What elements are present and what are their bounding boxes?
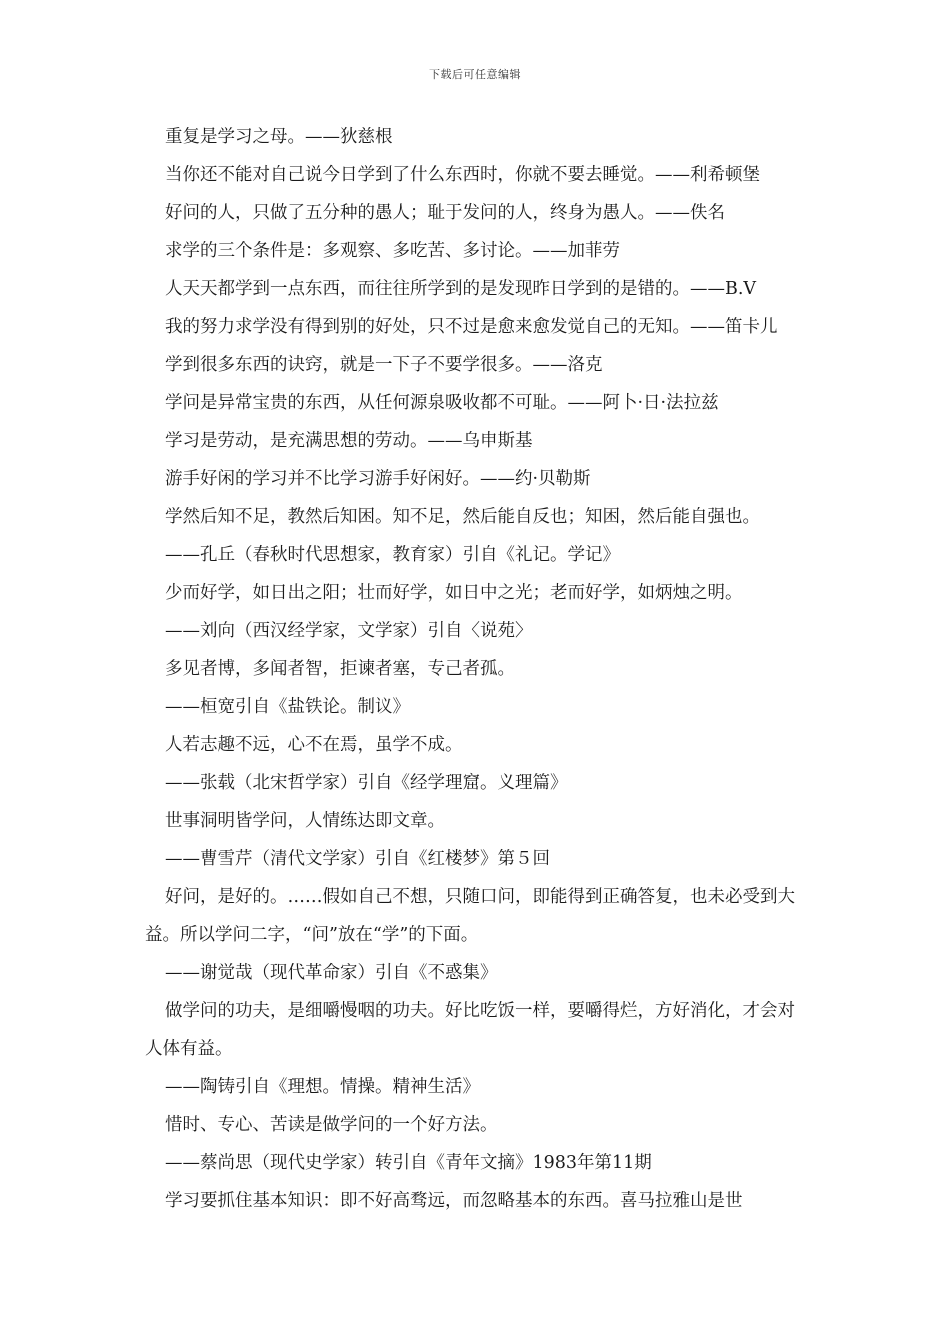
quote-paragraph: 世事洞明皆学问，人情练达即文章。 (165, 811, 445, 831)
quote-paragraph: 学到很多东西的诀窍，就是一下子不要学很多。——洛克 (165, 355, 603, 375)
quote-attribution: ——刘向（西汉经学家，文学家）引自〈说苑〉 (165, 621, 533, 641)
quote-paragraph: 多见者博，多闻者智，拒谏者塞，专己者孤。 (165, 659, 515, 679)
quote-paragraph: 学习要抓住基本知识：即不好高骛远，而忽略基本的东西。喜马拉雅山是世 (165, 1191, 743, 1211)
quote-paragraph: 学习是劳动，是充满思想的劳动。——乌申斯基 (165, 431, 533, 451)
quote-attribution: ——曹雪芹（清代文学家）引自《红楼梦》第５回 (165, 849, 550, 869)
quote-paragraph: 好问的人，只做了五分种的愚人；耻于发问的人，终身为愚人。——佚名 (165, 203, 725, 223)
quote-paragraph: 人天天都学到一点东西，而往往所学到的是发现昨日学到的是错的。——B.V (165, 279, 757, 299)
quote-paragraph: 好问，是好的。……假如自己不想，只随口问，即能得到正确答复，也未必受到大益。所以学问二字，“问”放在“学”的下面。 (145, 887, 795, 945)
page-header: 下载后可任意编辑 (429, 68, 521, 81)
quote-attribution: ——桓宽引自《盐铁论。制议》 (165, 697, 410, 717)
quote-attribution: ——谢觉哉（现代革命家）引自《不惑集》 (165, 963, 498, 983)
quote-paragraph: 当你还不能对自己说今日学到了什么东西时，你就不要去睡觉。——利希顿堡 (165, 165, 760, 185)
document-body (145, 118, 810, 1220)
quote-paragraph: 做学问的功夫，是细嚼慢咽的功夫。好比吃饭一样，要嚼得烂，方好消化，才会对人体有益。 (145, 1001, 795, 1059)
quote-paragraph: 重复是学习之母。——狄慈根 (165, 127, 393, 147)
quote-paragraph: 学问是异常宝贵的东西，从任何源泉吸收都不可耻。——阿卜·日·法拉兹 (165, 393, 719, 413)
quote-attribution: ——蔡尚思（现代史学家）转引自《青年文摘》1983年第11期 (165, 1153, 652, 1173)
quote-paragraph: 学然后知不足，教然后知困。知不足，然后能自反也；知困，然后能自强也。 (165, 507, 760, 527)
quote-attribution: ——陶铸引自《理想。情操。精神生活》 (165, 1077, 480, 1097)
quote-paragraph: 惜时、专心、苦读是做学问的一个好方法。 (165, 1115, 498, 1135)
quote-attribution: ——孔丘（春秋时代思想家，教育家）引自《礼记。学记》 (165, 545, 620, 565)
quote-paragraph: 人若志趣不远，心不在焉，虽学不成。 (165, 735, 463, 755)
quote-paragraph: 少而好学，如日出之阳；壮而好学，如日中之光；老而好学，如炳烛之明。 (165, 583, 743, 603)
quote-paragraph: 求学的三个条件是：多观察、多吃苦、多讨论。——加菲劳 (165, 241, 620, 261)
quote-attribution: ——张载（北宋哲学家）引自《经学理窟。义理篇》 (165, 773, 568, 793)
quote-paragraph: 游手好闲的学习并不比学习游手好闲好。——约·贝勒斯 (165, 469, 591, 489)
quote-paragraph: 我的努力求学没有得到别的好处，只不过是愈来愈发觉自己的无知。——笛卡儿 (165, 317, 778, 337)
